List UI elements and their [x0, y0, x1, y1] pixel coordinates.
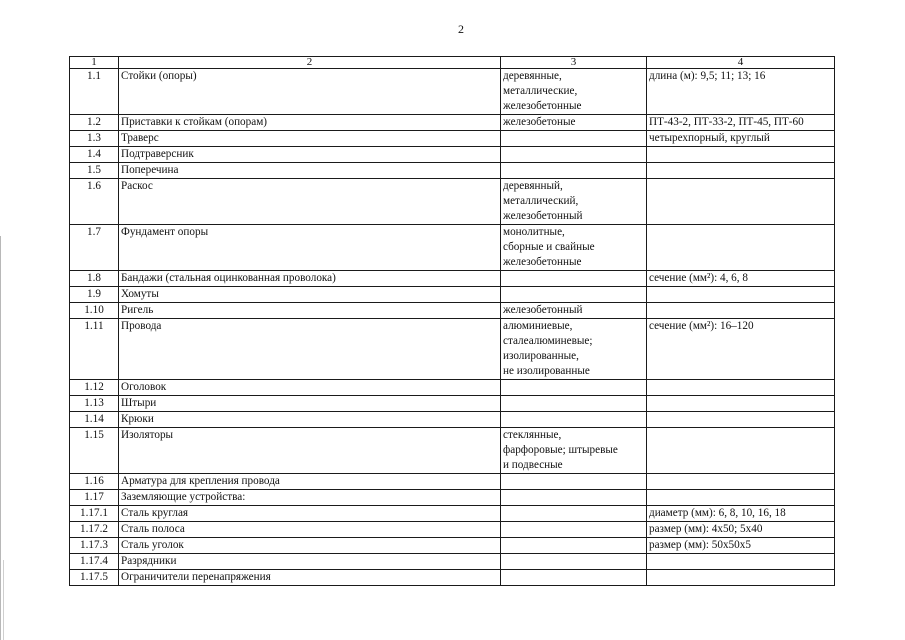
row-material: [501, 490, 647, 506]
row-material: деревянные, металлические, железобетонные: [501, 69, 647, 115]
row-number: 1.17: [70, 490, 119, 506]
row-number: 1.17.2: [70, 522, 119, 538]
table-row: [70, 380, 835, 396]
row-name: Хомуты: [119, 287, 501, 303]
table-row: [70, 131, 835, 147]
row-name: Сталь уголок: [119, 538, 501, 554]
row-number: 1.10: [70, 303, 119, 319]
row-parameters: [647, 570, 835, 586]
table-row: [70, 506, 835, 522]
row-number: 1.17.5: [70, 570, 119, 586]
row-material: [501, 474, 647, 490]
row-material: железобетоные: [501, 115, 647, 131]
row-number: 1.17.3: [70, 538, 119, 554]
row-material: алюминиевые, сталеалюминевые; изолированные, не изолированные: [501, 319, 647, 380]
row-name: Подтраверсник: [119, 147, 501, 163]
row-number: 1.14: [70, 412, 119, 428]
row-parameters: [647, 287, 835, 303]
row-number: 1.5: [70, 163, 119, 179]
row-name: Стойки (опоры): [119, 69, 501, 115]
row-name: Штыри: [119, 396, 501, 412]
row-material: [501, 570, 647, 586]
table-row: [70, 570, 835, 586]
row-number: 1.2: [70, 115, 119, 131]
row-name: Арматура для крепления провода: [119, 474, 501, 490]
row-number: 1.8: [70, 271, 119, 287]
table-row: [70, 412, 835, 428]
row-material: стеклянные, фарфоровые; штыревые и подвесные: [501, 428, 647, 474]
row-number: 1.6: [70, 179, 119, 225]
table-row: [70, 163, 835, 179]
row-number: 1.1: [70, 69, 119, 115]
table-row: [70, 225, 835, 271]
row-name: Раскос: [119, 179, 501, 225]
row-number: 1.7: [70, 225, 119, 271]
row-name: Провода: [119, 319, 501, 380]
row-name: Оголовок: [119, 380, 501, 396]
row-number: 1.15: [70, 428, 119, 474]
row-parameters: [647, 380, 835, 396]
table-row: [70, 522, 835, 538]
row-material: [501, 554, 647, 570]
row-name: Заземляющие устройства:: [119, 490, 501, 506]
row-parameters: четырехпорный, круглый: [647, 131, 835, 147]
table-row: [70, 428, 835, 474]
table-row: [70, 554, 835, 570]
row-number: 1.13: [70, 396, 119, 412]
row-material: железобетонный: [501, 303, 647, 319]
table-header-row: [70, 57, 835, 69]
row-number: 1.9: [70, 287, 119, 303]
row-parameters: размер (мм): 50х50х5: [647, 538, 835, 554]
row-material: [501, 131, 647, 147]
row-number: 1.17.4: [70, 554, 119, 570]
column-header: 4: [647, 57, 835, 69]
row-name: Бандажи (стальная оцинкованная проволока): [119, 271, 501, 287]
row-parameters: [647, 412, 835, 428]
table-row: [70, 319, 835, 380]
row-name: Ограничители перенапряжения: [119, 570, 501, 586]
table-row: [70, 287, 835, 303]
row-parameters: [647, 396, 835, 412]
page-number: 2: [458, 22, 464, 36]
row-name: Изоляторы: [119, 428, 501, 474]
row-number: 1.12: [70, 380, 119, 396]
equipment-table: [69, 56, 835, 586]
column-header: 1: [70, 57, 119, 69]
row-parameters: [647, 163, 835, 179]
row-number: 1.16: [70, 474, 119, 490]
table-row: [70, 147, 835, 163]
row-parameters: сечение (мм²): 4, 6, 8: [647, 271, 835, 287]
row-material: [501, 396, 647, 412]
row-parameters: [647, 179, 835, 225]
row-material: [501, 380, 647, 396]
row-material: деревянный, металлический, железобетонный: [501, 179, 647, 225]
row-parameters: длина (м): 9,5; 11; 13; 16: [647, 69, 835, 115]
row-material: [501, 287, 647, 303]
scan-edge-line: [0, 236, 1, 640]
row-name: Сталь круглая: [119, 506, 501, 522]
table-row: [70, 69, 835, 115]
row-parameters: диаметр (мм): 6, 8, 10, 16, 18: [647, 506, 835, 522]
row-name: Приставки к стойкам (опорам): [119, 115, 501, 131]
row-number: 1.11: [70, 319, 119, 380]
row-name: Поперечина: [119, 163, 501, 179]
row-material: [501, 271, 647, 287]
table-row: [70, 396, 835, 412]
row-material: [501, 412, 647, 428]
row-parameters: размер (мм): 4х50; 5х40: [647, 522, 835, 538]
row-parameters: ПТ-43-2, ПТ-33-2, ПТ-45, ПТ-60: [647, 115, 835, 131]
row-parameters: [647, 474, 835, 490]
row-number: 1.4: [70, 147, 119, 163]
scan-edge-line-2: [3, 560, 4, 640]
row-number: 1.17.1: [70, 506, 119, 522]
row-parameters: [647, 225, 835, 271]
table-row: [70, 271, 835, 287]
row-number: 1.3: [70, 131, 119, 147]
row-parameters: [647, 147, 835, 163]
row-parameters: [647, 428, 835, 474]
row-parameters: [647, 490, 835, 506]
row-name: Траверс: [119, 131, 501, 147]
row-material: [501, 147, 647, 163]
table-row: [70, 490, 835, 506]
row-parameters: [647, 554, 835, 570]
row-material: [501, 538, 647, 554]
row-name: Разрядники: [119, 554, 501, 570]
row-name: Крюки: [119, 412, 501, 428]
column-header: 2: [119, 57, 501, 69]
table-row: [70, 474, 835, 490]
table-row: [70, 538, 835, 554]
row-name: Ригель: [119, 303, 501, 319]
column-header: 3: [501, 57, 647, 69]
row-material: [501, 522, 647, 538]
table-row: [70, 303, 835, 319]
row-material: [501, 163, 647, 179]
row-material: монолитные, сборные и свайные железобетонные: [501, 225, 647, 271]
row-material: [501, 506, 647, 522]
row-parameters: сечение (мм²): 16–120: [647, 319, 835, 380]
row-name: Сталь полоса: [119, 522, 501, 538]
row-name: Фундамент опоры: [119, 225, 501, 271]
table-row: [70, 115, 835, 131]
table-row: [70, 179, 835, 225]
row-parameters: [647, 303, 835, 319]
